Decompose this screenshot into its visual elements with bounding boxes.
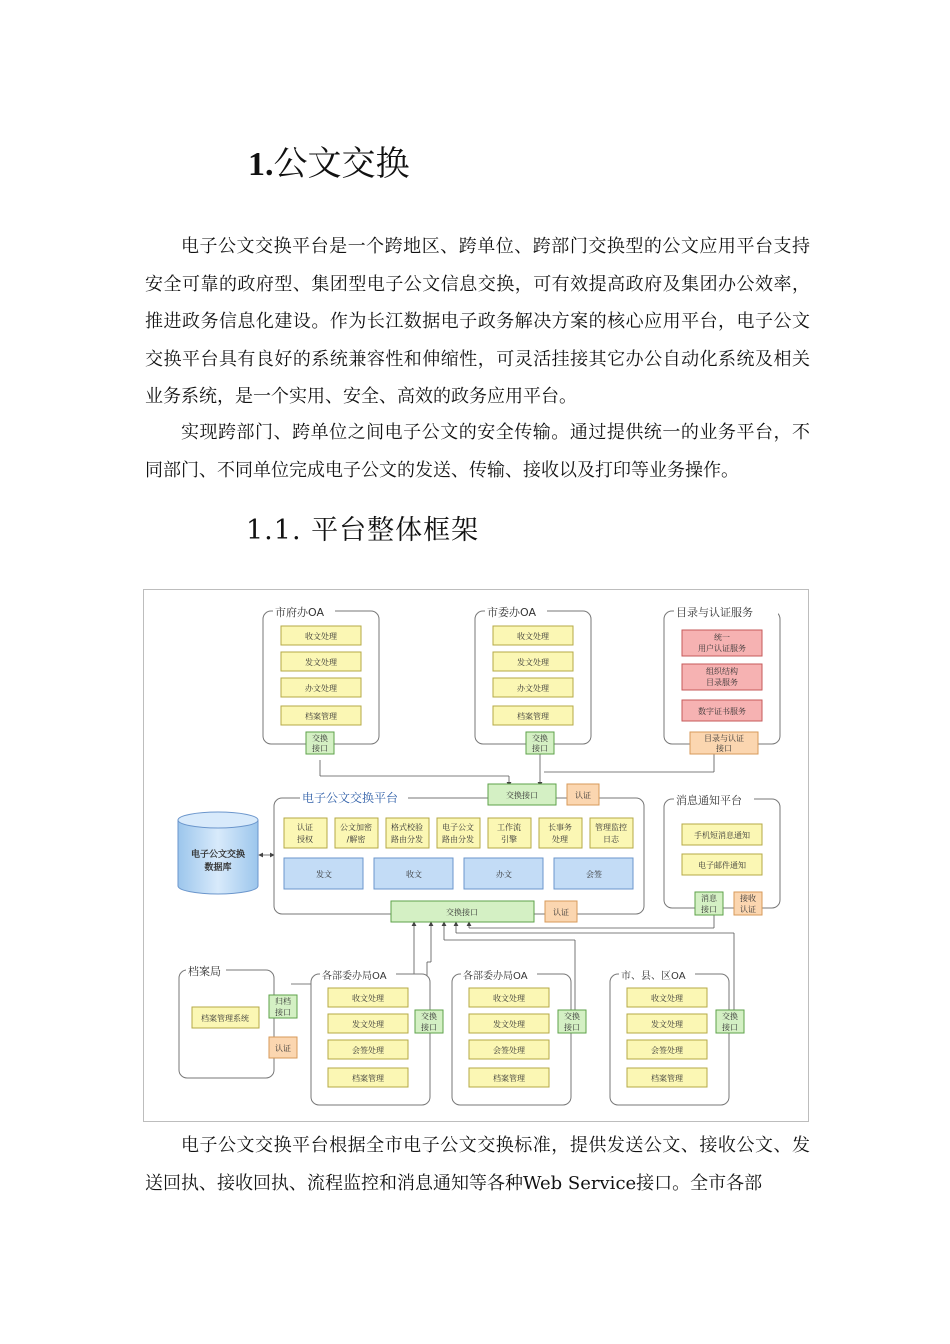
diagram-label: 电子邮件通知 xyxy=(698,861,746,870)
diagram-label: 授权 xyxy=(297,835,313,844)
diagram-label: 接口 xyxy=(312,744,328,753)
diagram-label: 档案管理 xyxy=(352,1074,384,1083)
diagram-label: 管理监控 xyxy=(595,823,627,832)
diagram-label: 办文处理 xyxy=(305,684,337,693)
diagram-label: 路由分发 xyxy=(391,835,423,844)
diagram-label: 接口 xyxy=(701,905,717,914)
diagram-label: 交换 xyxy=(722,1012,738,1021)
diagram-label: /解密 xyxy=(346,835,366,844)
diagram-label: 档案管理系统 xyxy=(201,1014,249,1023)
diagram-label: 认证 xyxy=(297,823,313,832)
diagram-label: 电子公文 xyxy=(442,823,474,832)
diagram-label: 会签处理 xyxy=(651,1046,683,1055)
diagram-label: 统一 xyxy=(714,633,730,642)
diagram-label: 电子公文交换 xyxy=(190,850,246,860)
diagram-label: 交换 xyxy=(532,734,548,743)
gov-oa-interface xyxy=(306,732,334,754)
paragraph-purpose: 实现跨部门、跨单位之间电子公文的安全传输。通过提供统一的业务平台，不同部门、不同单位完成电子公文的发送、传输、接收以及打印等业务操作。 xyxy=(145,422,810,481)
diagram-label: 档案管理 xyxy=(305,712,337,721)
paragraph-intro: 电子公文交换平台是一个跨地区、跨单位、跨部门交换型的公文应用平台支持安全可靠的政府型、集团型电子公文信息交换，可有效提高政府及集团办公效率，推进政务信息化建设。作为长江数据电子政务解决方案的核心应用平台，电子公文交换平台具有良好的系统兼容性和伸缩性，可灵活挂接其它办公自动化系统及相关业务系统，是一个实用、安全、高效的政务应用平台。 xyxy=(145,236,810,407)
diagram-label: 格式校验 xyxy=(391,823,423,832)
diagram-label: 交换 xyxy=(421,1012,437,1021)
dir-auth-interface xyxy=(690,732,758,754)
diagram-label: 办文处理 xyxy=(517,684,549,693)
diagram-label: 数字证书服务 xyxy=(698,707,746,716)
diagram-label: 发文处理 xyxy=(493,1020,525,1029)
gov-oa-title: 市府办OA xyxy=(275,606,324,619)
diagram-label: 发文处理 xyxy=(517,658,549,667)
diagram-label: 认证 xyxy=(575,791,591,800)
diagram-label: 发文处理 xyxy=(651,1020,683,1029)
architecture-diagram xyxy=(143,589,809,1122)
heading-1: 1.公文交换 xyxy=(248,144,410,184)
diagram-label: 归档 xyxy=(275,997,291,1006)
diagram-label: 办文 xyxy=(496,870,512,879)
diagram-label: 交换接口 xyxy=(506,791,538,800)
diagram-label: 认证 xyxy=(275,1044,291,1053)
diagram-label: 接收 xyxy=(740,894,756,903)
diagram-label: 收文处理 xyxy=(352,994,384,1003)
diagram-label: 工作流 xyxy=(497,823,521,832)
diagram-label: 收文处理 xyxy=(517,632,549,641)
paragraph-webservice: 电子公文交换平台根据全市电子公文交换标准，提供发送公文、接收公文、发送回执、接收回执、流程监控和消息通知等各种Web Service接口。全市各部 xyxy=(145,1135,810,1194)
diagram-label: 会签 xyxy=(586,870,602,879)
diagram-label: 会签处理 xyxy=(352,1046,384,1055)
diagram-label: 档案管理 xyxy=(517,712,549,721)
diagram-label: 接口 xyxy=(722,1023,738,1032)
diagram-label: 发文处理 xyxy=(352,1020,384,1029)
diagram-label: 手机短消息通知 xyxy=(694,831,750,840)
diagram-label: 交换 xyxy=(564,1012,580,1021)
diagram-label: 发文 xyxy=(316,870,332,879)
platform-top-interface xyxy=(488,784,599,805)
diagram-label: 公文加密 xyxy=(340,823,372,832)
dept1-title: 各部委办局OA xyxy=(322,971,387,982)
diagram-label: 收文处理 xyxy=(651,994,683,1003)
diagram-label: 接口 xyxy=(564,1023,580,1032)
dir-auth-items xyxy=(682,630,762,721)
diagram-label: 目录与认证 xyxy=(704,734,744,743)
diagram-label: 接口 xyxy=(421,1023,437,1032)
diagram-label: 用户认证服务 xyxy=(698,644,746,653)
dept2-title: 各部委办局OA xyxy=(463,971,528,982)
diagram-label: 收文处理 xyxy=(305,632,337,641)
diagram-label: 处理 xyxy=(552,835,568,844)
diagram-label: 收文 xyxy=(406,870,422,879)
diagram-label: 收文处理 xyxy=(493,994,525,1003)
diagram-label: 交换 xyxy=(312,734,328,743)
heading-2: 1.1. 平台整体框架 xyxy=(246,515,480,546)
diagram-label: 认证 xyxy=(740,905,756,914)
platform-bottom-interface xyxy=(391,901,577,922)
platform-title: 电子公文交换平台 xyxy=(302,791,399,805)
diagram-label: 接口 xyxy=(716,744,732,753)
diagram-label: 消息 xyxy=(701,894,717,903)
diagram-label: 发文处理 xyxy=(305,658,337,667)
diagram-label: 长事务 xyxy=(548,823,572,832)
diagram-label: 认证 xyxy=(553,908,569,917)
diagram-label: 会签处理 xyxy=(493,1046,525,1055)
diagram-label: 交换接口 xyxy=(446,908,478,917)
diagram-label: 接口 xyxy=(532,744,548,753)
diagram-label: 目录服务 xyxy=(706,678,738,687)
county-title: 市、县、区OA xyxy=(621,971,686,982)
diagram-label: 组织结构 xyxy=(706,667,738,676)
diagram-label: 引擎 xyxy=(501,835,517,844)
database-cylinder xyxy=(178,812,258,894)
diagram-label: 路由分发 xyxy=(442,835,474,844)
diagram-label: 日志 xyxy=(603,835,619,844)
party-oa-interface xyxy=(526,732,554,754)
party-oa-title: 市委办OA xyxy=(487,606,536,619)
archive-title: 档案局 xyxy=(188,965,221,978)
dir-auth-title: 目录与认证服务 xyxy=(676,606,753,619)
diagram-label: 数据库 xyxy=(204,863,232,873)
diagram-label: 档案管理 xyxy=(651,1074,683,1083)
diagram-label: 档案管理 xyxy=(493,1074,525,1083)
diagram-label: 接口 xyxy=(275,1008,291,1017)
platform-modules xyxy=(284,818,633,848)
message-title: 消息通知平台 xyxy=(676,794,742,807)
